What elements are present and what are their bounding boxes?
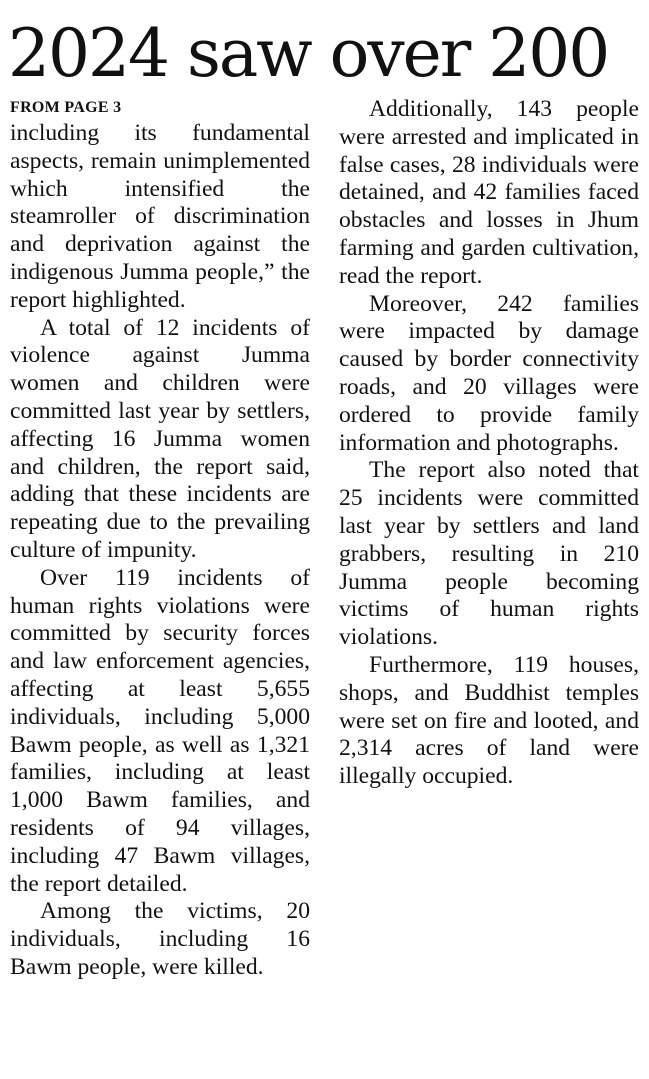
paragraph: Additionally, 143 people were arrested and implicated in false cases, 28 individuals were detained, and 42 families faced obstacles and losses in Jhum farming and garden cultivation, read the report. — [339, 96, 639, 289]
headline: 2024 saw over 200 — [8, 15, 609, 92]
paragraph: Over 119 incidents of human rights violations were committed by security forces and law enforcement agencies, affecting at least 5,655 individuals, including 5,000 Bawm people, as well as 1,321 families, including at least 1,000 Bawm families, and residents of 94 villages, including 47 Bawm villages, the report detailed. — [10, 564, 310, 897]
article-column-right — [339, 96, 639, 791]
paragraph: A total of 12 incidents of violence against Jumma women and children were committed last year by settlers, affecting 16 Jumma women and children, the report said, adding that these incidents are repeating due to the prevailing culture of impunity. — [10, 314, 310, 563]
paragraph: The report also noted that 25 incidents were committed last year by settlers and land grabbers, resulting in 210 Jumma people becoming victims of human rights violations. — [339, 457, 639, 651]
paragraph: Furthermore, 119 houses, shops, and Buddhist temples were set on fire and looted, and 2,314 acres of land were illegally occupied. — [339, 651, 639, 790]
article-column-left — [10, 98, 310, 982]
continuation-kicker: FROM PAGE 3 — [10, 99, 122, 116]
paragraph: including its fundamental aspects, remain unimplemented which intensified the steamroller of discrimination and deprivation against the indigenous Jumma people,” the report highlighted. — [10, 120, 310, 313]
paragraph: Moreover, 242 families were impacted by damage caused by border connectivity roads, and 20 villages were ordered to provide family information and photographs. — [339, 290, 639, 456]
paragraph: Among the victims, 20 individuals, including 16 Bawm people, were killed. — [10, 898, 310, 980]
